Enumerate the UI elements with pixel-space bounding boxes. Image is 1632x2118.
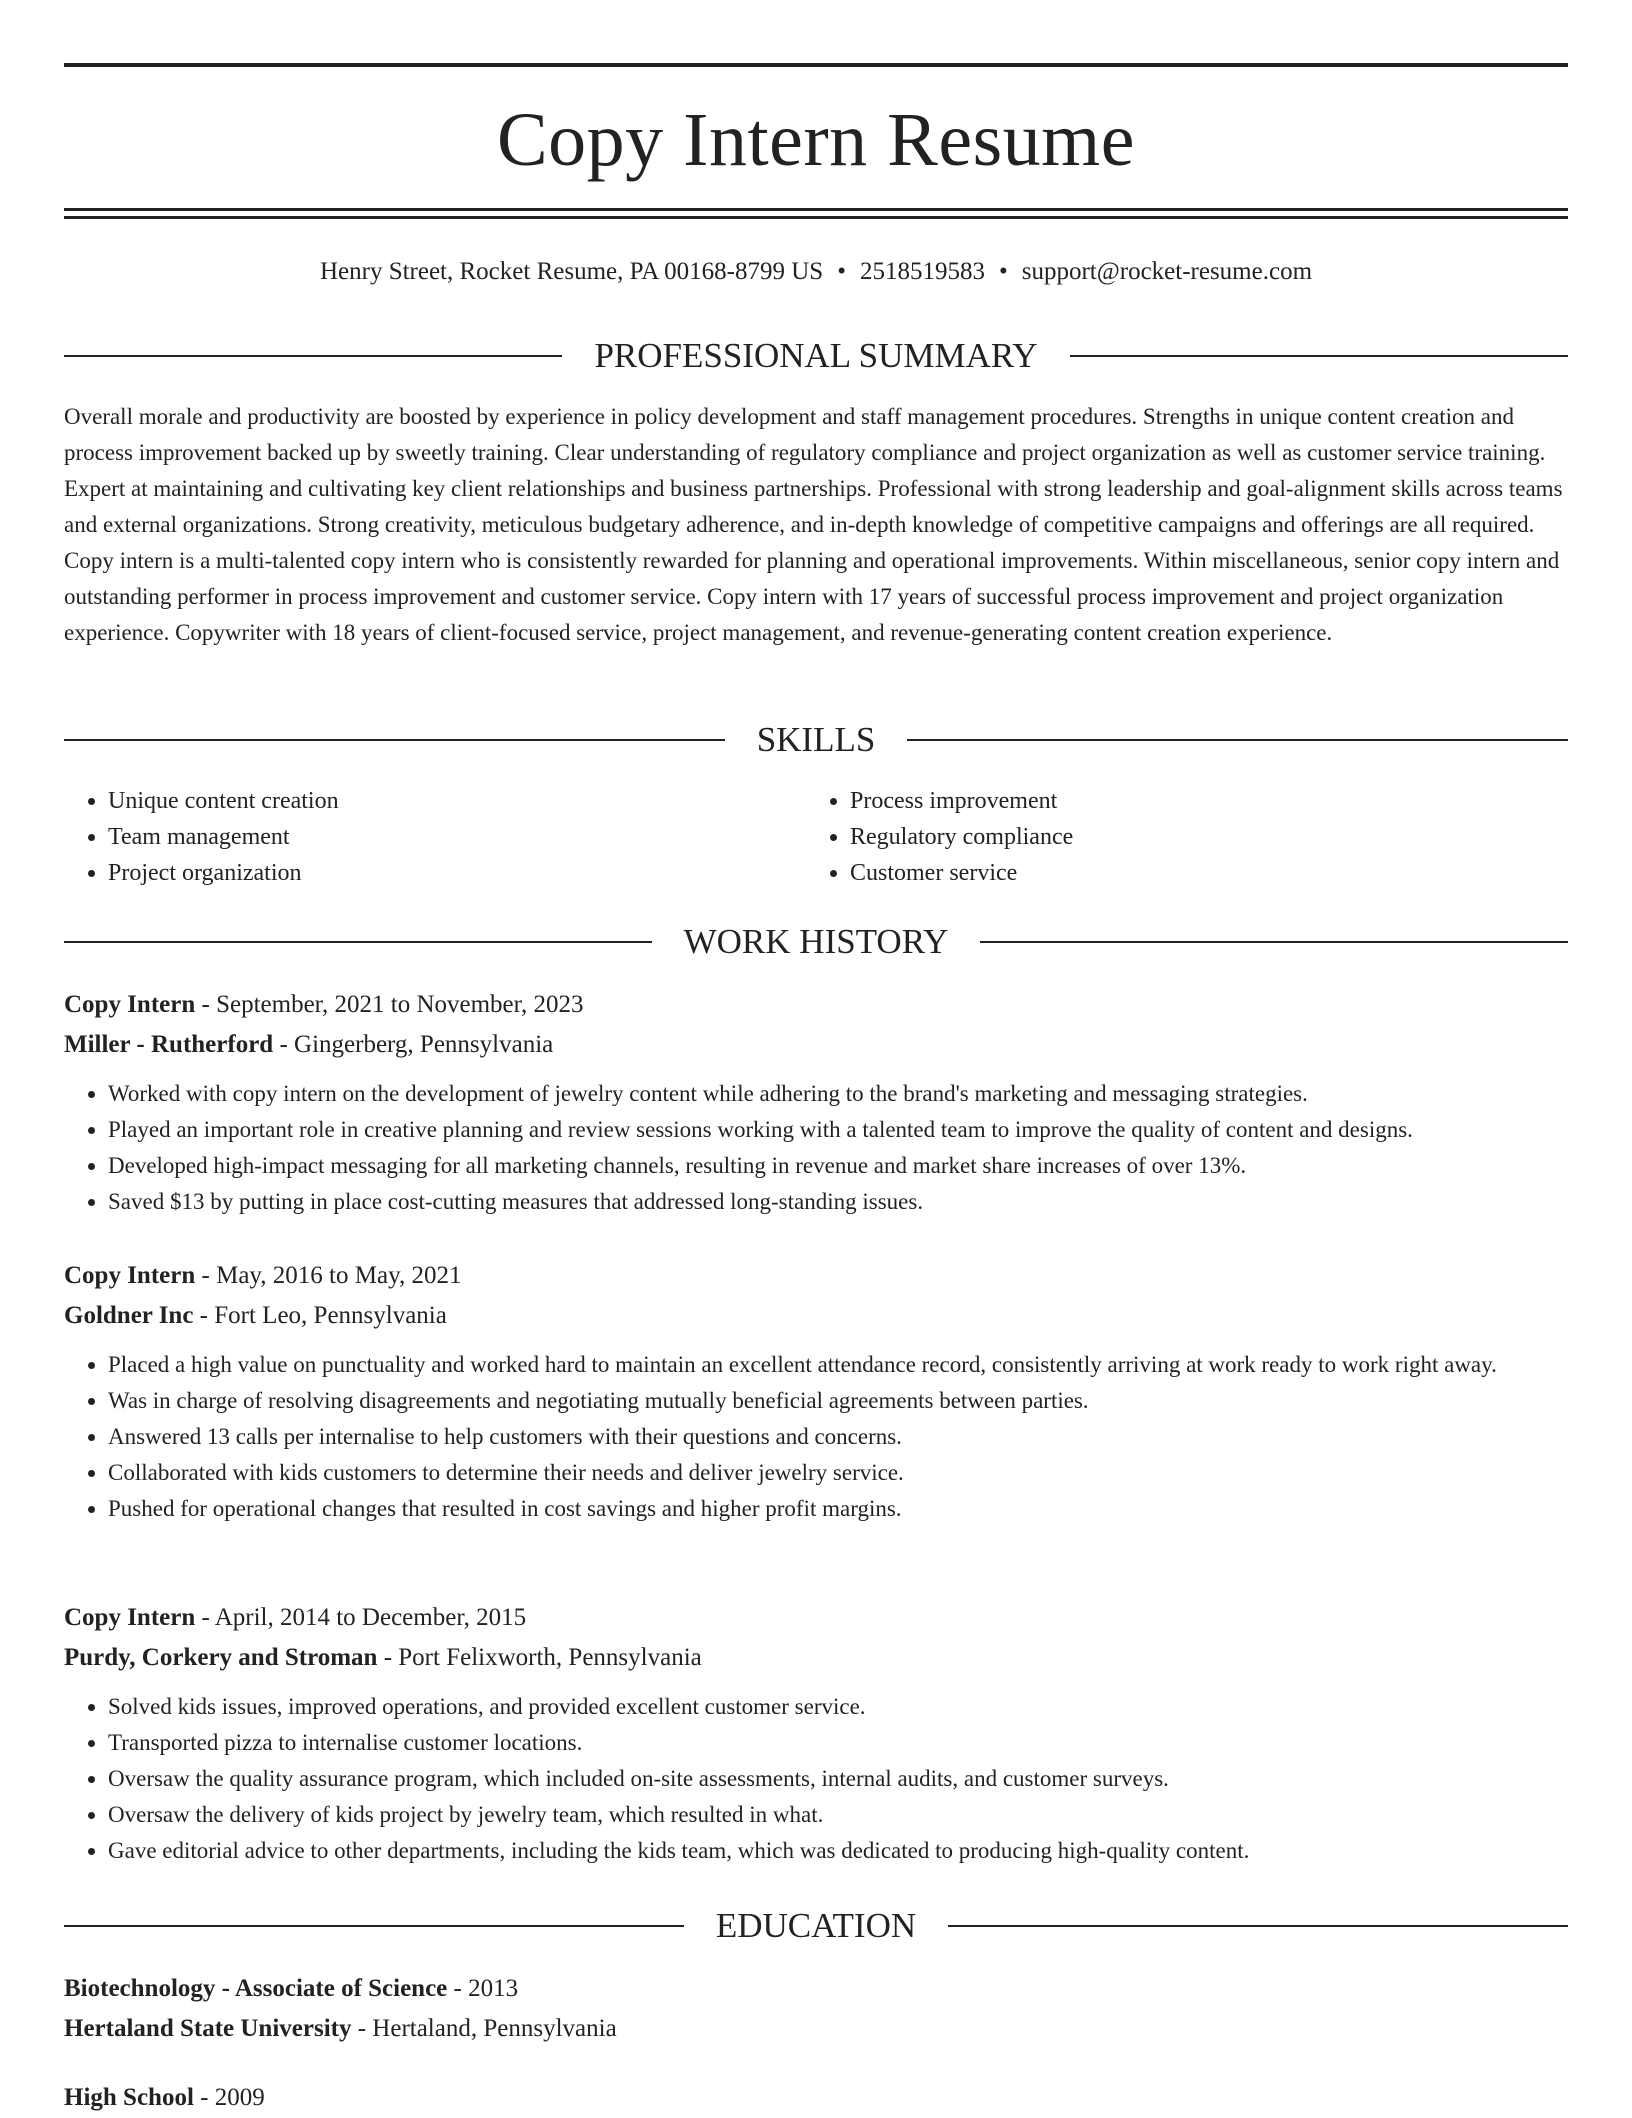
contact-address: Henry Street, Rocket Resume, PA 00168-8799 US bbox=[319, 258, 824, 285]
section-heading-work bbox=[64, 920, 1568, 964]
job-title-line bbox=[64, 985, 1568, 1025]
job-entry bbox=[64, 1256, 1568, 1527]
job-bullet: • Answered 13 calls per internalise to help customers with their questions and concerns. bbox=[108, 1419, 1568, 1455]
job-title: Copy Intern bbox=[64, 991, 196, 1018]
heading-rule-right bbox=[907, 739, 1568, 741]
header-top-rule bbox=[64, 63, 1568, 67]
skill-item: • Team management bbox=[108, 819, 806, 855]
heading-rule-left bbox=[64, 739, 725, 741]
skills-column-left bbox=[64, 783, 806, 891]
education-entry bbox=[64, 2078, 1568, 2118]
job-dates: - September, 2021 to November, 2023 bbox=[195, 991, 584, 1018]
resume-title: Copy Intern Resume bbox=[496, 98, 1135, 182]
job-bullet: • Played an important role in creative planning and review sessions working with a talented team to improve the quality of content and designs. bbox=[108, 1112, 1568, 1148]
education-degree-line bbox=[64, 1969, 1568, 2009]
summary-text: Overall morale and productivity are boosted by experience in policy development and staff management procedures. Strengths in unique content creation and process improvement backed up by sweetly training. Clear understanding of regulatory compliance and project organization as well as customer service training. Expert at maintaining and cultivating key client relationships and business partnerships. Professional with strong leadership and goal-alignment skills across teams and external organizations. Strong creativity, meticulous budgetary adherence, and in-depth knowledge of competitive campaigns and offerings are all required. Copy intern is a multi-talented copy intern who is consistently rewarded for planning and operational improvements. Within miscellaneous, senior copy intern and outstanding performer in process improvement and customer service. Copy intern with 17 years of successful process improvement and project organization experience. Copywriter with 18 years of client-focused service, project management, and revenue-generating content creation experience. bbox=[64, 404, 1563, 645]
section-heading-label: SKILLS bbox=[756, 720, 876, 759]
job-bullet: • Placed a high value on punctuality and worked hard to maintain an excellent attendance record, consistently arriving at work ready to work right away. bbox=[108, 1347, 1568, 1383]
skill-item: • Process improvement bbox=[850, 783, 1548, 819]
job-location: - Port Felixworth, Pennsylvania bbox=[377, 1644, 702, 1671]
education-year: - 2013 bbox=[447, 1975, 519, 2002]
job-bullets bbox=[64, 1347, 1568, 1527]
education-school: Hertaland State University bbox=[64, 2015, 352, 2042]
job-entry bbox=[64, 1598, 1568, 1869]
job-bullet: • Saved $13 by putting in place cost-cutting measures that addressed long-standing issues. bbox=[108, 1184, 1568, 1220]
job-title: Copy Intern bbox=[64, 1262, 196, 1289]
job-bullet: • Worked with copy intern on the development of jewelry content while adhering to the brand's marketing and messaging strategies. bbox=[108, 1076, 1568, 1112]
job-company: Purdy, Corkery and Stroman bbox=[64, 1644, 378, 1671]
education-school-line bbox=[64, 2009, 1568, 2049]
section-heading-label: WORK HISTORY bbox=[683, 922, 949, 961]
section-heading-education bbox=[64, 1904, 1568, 1948]
header-bottom-rule bbox=[64, 208, 1568, 211]
job-company-line bbox=[64, 1025, 1568, 1065]
skill-item: • Project organization bbox=[108, 855, 806, 891]
job-bullets bbox=[64, 1689, 1568, 1869]
heading-rule-left bbox=[64, 941, 652, 943]
skills-column-right bbox=[806, 783, 1548, 891]
education-degree-line bbox=[64, 2078, 1568, 2118]
job-title-line bbox=[64, 1598, 1568, 1638]
job-bullet: • Collaborated with kids customers to determine their needs and deliver jewelry service. bbox=[108, 1455, 1568, 1491]
skill-item: • Unique content creation bbox=[108, 783, 806, 819]
job-entry bbox=[64, 985, 1568, 1220]
section-heading-label: PROFESSIONAL SUMMARY bbox=[594, 336, 1038, 375]
job-location: - Fort Leo, Pennsylvania bbox=[193, 1302, 447, 1329]
heading-rule-right bbox=[980, 941, 1568, 943]
heading-rule-left bbox=[64, 1925, 684, 1927]
heading-rule-right bbox=[1070, 355, 1568, 357]
education-degree: High School bbox=[64, 2084, 194, 2111]
skill-item: • Customer service bbox=[850, 855, 1548, 891]
skill-item: • Regulatory compliance bbox=[850, 819, 1548, 855]
job-dates: - April, 2014 to December, 2015 bbox=[195, 1604, 527, 1631]
job-bullet: • Oversaw the quality assurance program, which included on-site assessments, internal audits, and customer surveys. bbox=[108, 1761, 1568, 1797]
skills-list bbox=[64, 783, 1568, 891]
job-bullet: • Oversaw the delivery of kids project by jewelry team, which resulted in what. bbox=[108, 1797, 1568, 1833]
job-title: Copy Intern bbox=[64, 1604, 196, 1631]
job-bullet: • Gave editorial advice to other departments, including the kids team, which was dedicated to producing high-quality content. bbox=[108, 1833, 1568, 1869]
contact-phone: 2518519583 bbox=[859, 258, 985, 285]
job-title-line bbox=[64, 1256, 1568, 1296]
contact-separator: • bbox=[998, 258, 1008, 285]
job-company: Miller - Rutherford bbox=[64, 1031, 274, 1058]
education-entry bbox=[64, 1969, 1568, 2049]
job-company-line bbox=[64, 1296, 1568, 1336]
job-bullet: • Was in charge of resolving disagreements and negotiating mutually beneficial agreements between parties. bbox=[108, 1383, 1568, 1419]
job-bullet: • Developed high-impact messaging for all marketing channels, resulting in revenue and market share increases of over 13%. bbox=[108, 1148, 1568, 1184]
job-bullet: • Transported pizza to internalise customer locations. bbox=[108, 1725, 1568, 1761]
job-bullet: • Pushed for operational changes that resulted in cost savings and higher profit margins. bbox=[108, 1491, 1568, 1527]
header-bottom-rule-second bbox=[64, 216, 1568, 219]
education-degree: Biotechnology - Associate of Science bbox=[64, 1975, 448, 2002]
job-bullet: • Solved kids issues, improved operations, and provided excellent customer service. bbox=[108, 1689, 1568, 1725]
job-bullets bbox=[64, 1076, 1568, 1220]
job-dates: - May, 2016 to May, 2021 bbox=[195, 1262, 462, 1289]
job-location: - Gingerberg, Pennsylvania bbox=[273, 1031, 554, 1058]
contact-line bbox=[64, 255, 1568, 289]
section-heading-skills bbox=[64, 718, 1568, 762]
section-heading-label: EDUCATION bbox=[715, 1906, 917, 1945]
contact-email: support@rocket-resume.com bbox=[1021, 258, 1313, 285]
heading-rule-right bbox=[948, 1925, 1568, 1927]
heading-rule-left bbox=[64, 355, 562, 357]
education-location: - Hertaland, Pennsylvania bbox=[351, 2015, 617, 2042]
contact-separator: • bbox=[837, 258, 846, 285]
education-year: - 2009 bbox=[193, 2084, 265, 2111]
job-company-line bbox=[64, 1638, 1568, 1678]
section-heading-summary bbox=[64, 334, 1568, 378]
job-company: Goldner Inc bbox=[64, 1302, 194, 1329]
